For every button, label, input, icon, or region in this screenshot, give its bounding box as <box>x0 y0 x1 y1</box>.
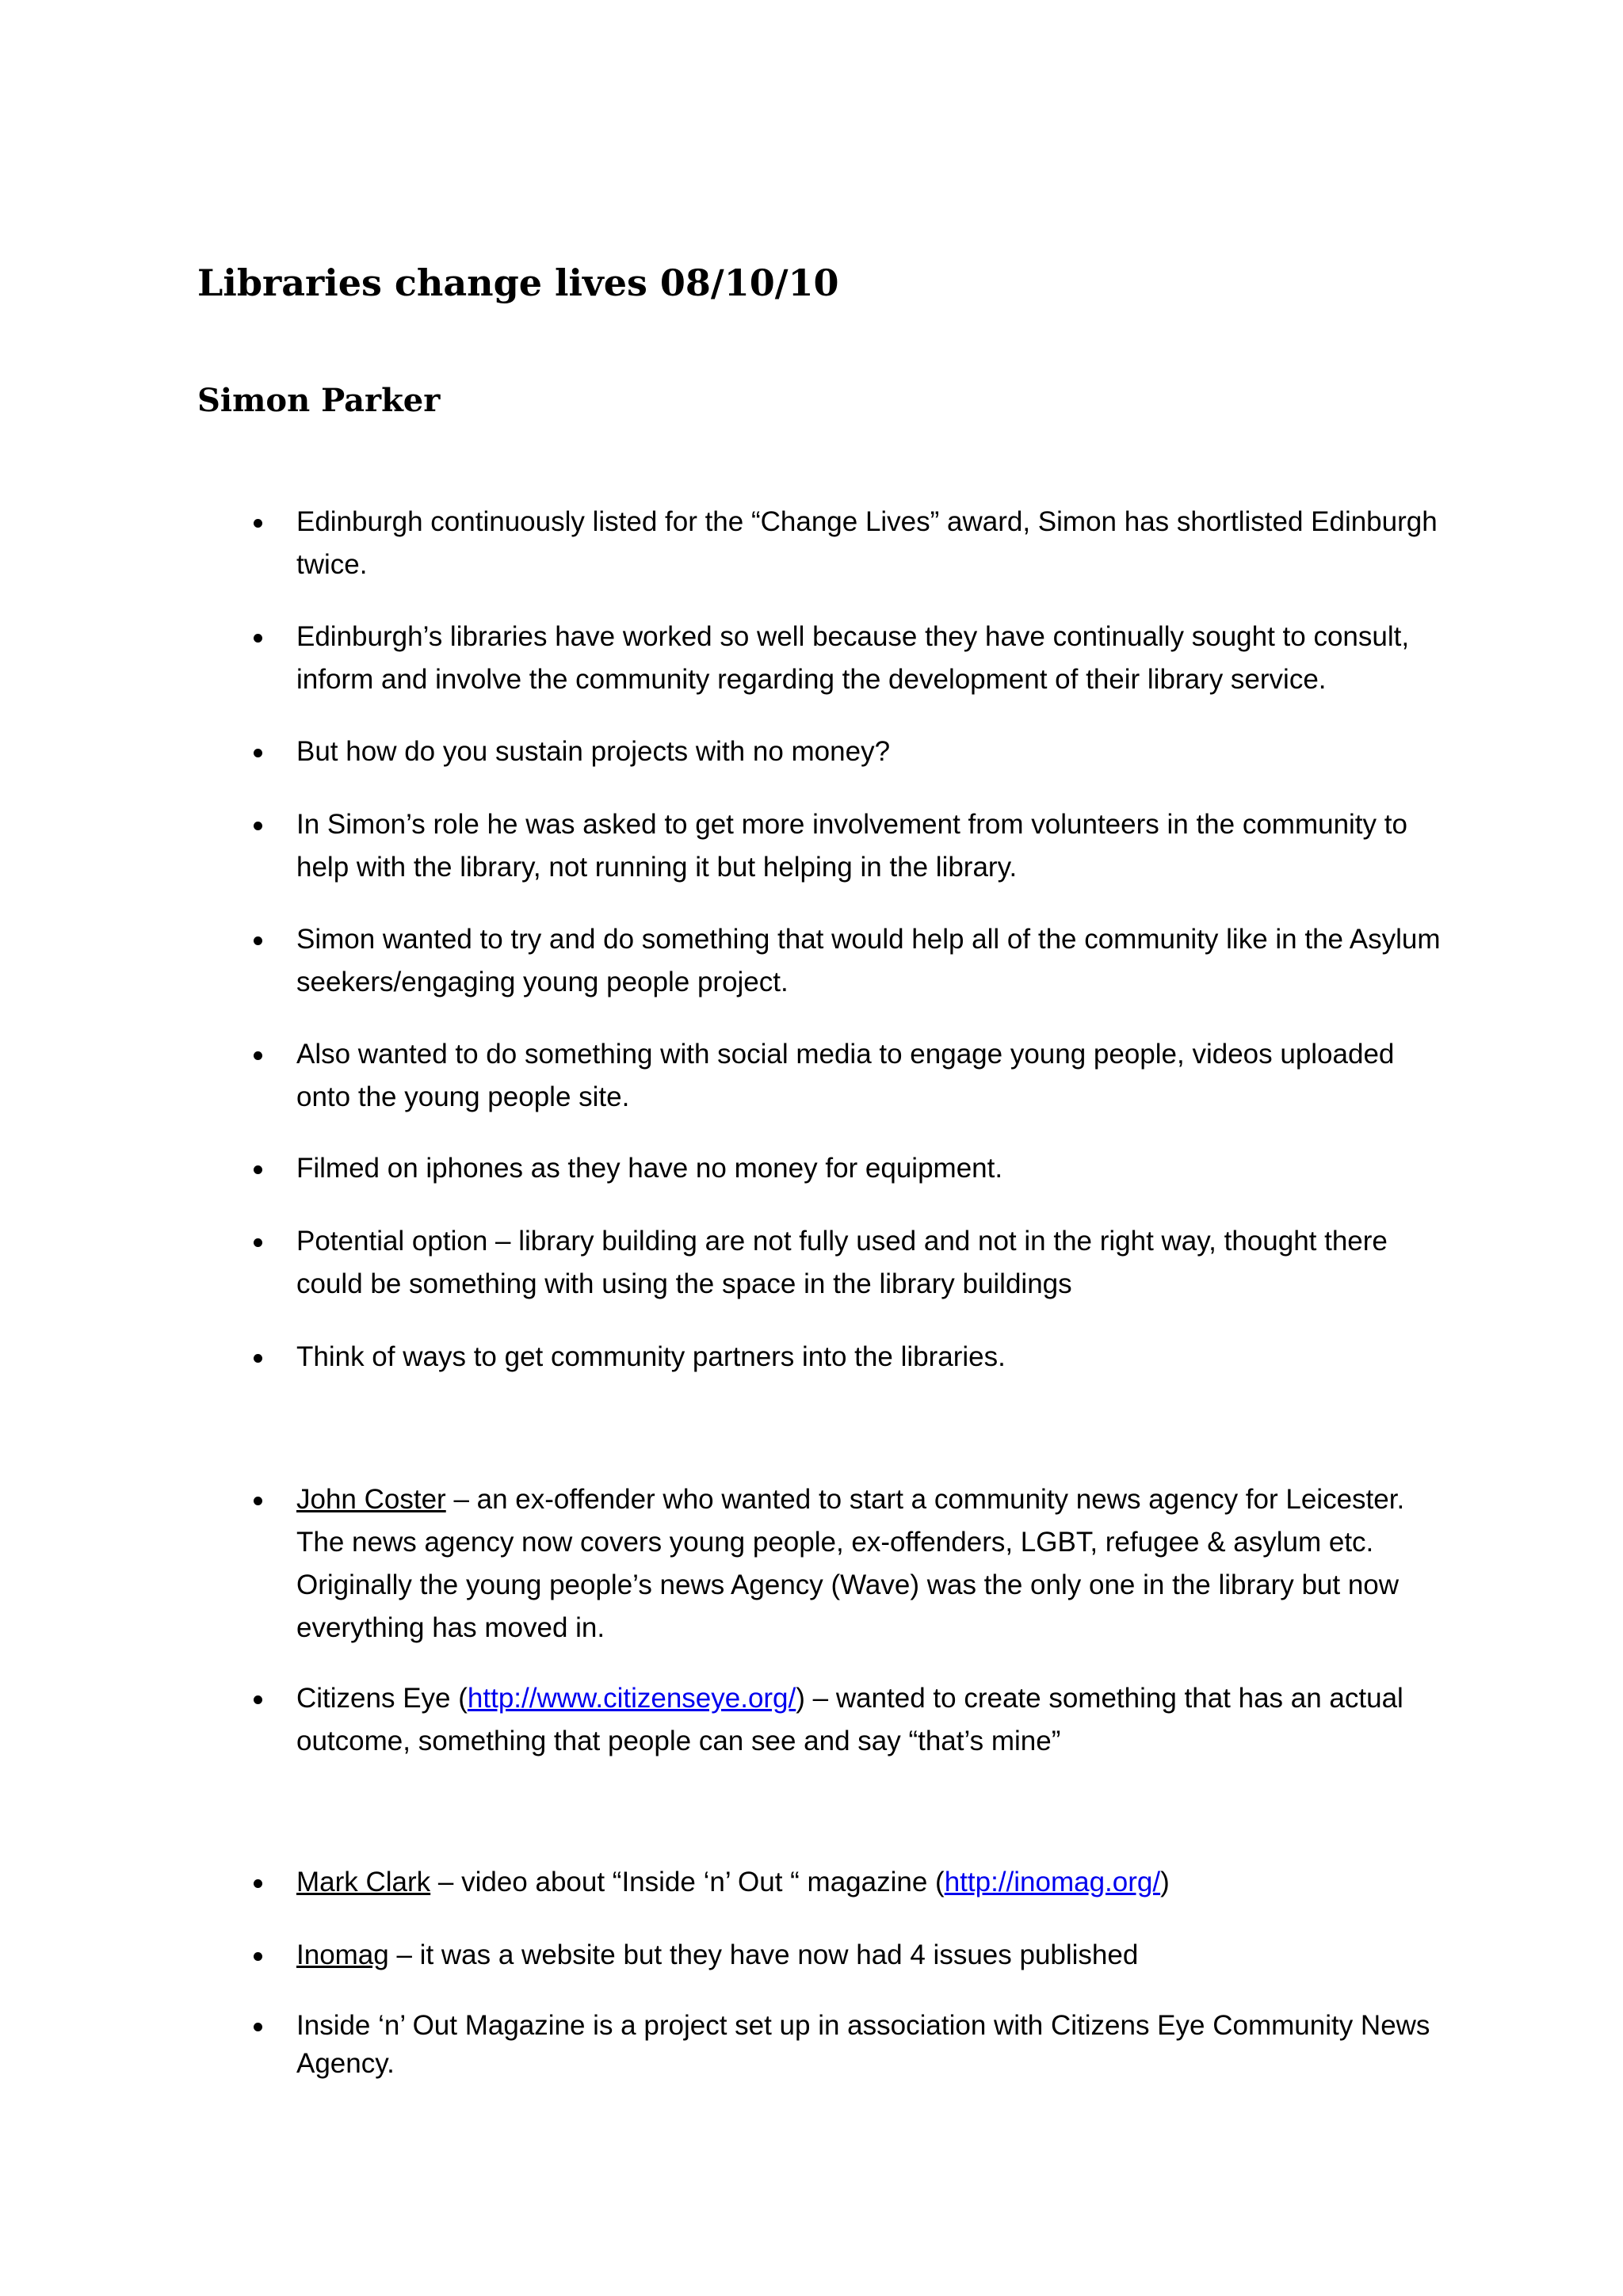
bullet-icon <box>254 936 262 945</box>
bullet-icon <box>254 1497 262 1505</box>
bullet-icon <box>254 749 262 757</box>
list-item: Edinburgh’s libraries have worked so well because they have continually sought to consult, inform and involve the community regarding the development of their library service. <box>296 616 1445 701</box>
bullet-icon <box>254 1238 262 1247</box>
list-item: But how do you sustain projects with no money? <box>296 730 1445 773</box>
bullet-icon <box>254 822 262 830</box>
list-item: Filmed on iphones as they have no money for equipment. <box>296 1147 1445 1190</box>
list-item-inomag: Inomag – it was a website but they have now had 4 issues published <box>296 1934 1445 1977</box>
list-item-citizens-eye: Citizens Eye (http://www.citizenseye.org/) – wanted to create something that has an actual outcome, something that people can see and say “that’s mine” <box>296 1677 1445 1763</box>
list-item: Also wanted to do something with social media to engage young people, videos uploaded onto the young people site. <box>296 1033 1445 1119</box>
citizenseye-link[interactable]: http://www.citizenseye.org/ <box>467 1683 796 1714</box>
inomag-link[interactable]: http://inomag.org/ <box>944 1867 1161 1897</box>
john-coster-name: John Coster <box>296 1484 446 1515</box>
mark-clark-name: Mark Clark <box>296 1867 431 1897</box>
document-title: Libraries change lives 08/10/10 <box>197 261 839 304</box>
list-item-inside-n-out: Inside ‘n’ Out Magazine is a project set up in association with Citizens Eye Community News Agency. <box>296 2007 1445 2083</box>
list-item-john-coster: John Coster – an ex-offender who wanted to start a community news agency for Leicester. The news agency now covers young people, ex-offenders, LGBT, refugee & asylum etc. Originally the young people’s news Agency (Wave) was the only one in the library but now everything has moved in. <box>296 1478 1445 1650</box>
list-item: Simon wanted to try and do something that would help all of the community like in the Asylum seekers/engaging young people project. <box>296 918 1445 1004</box>
list-item: In Simon’s role he was asked to get more involvement from volunteers in the community to help with the library, not running it but helping in the library. <box>296 803 1445 889</box>
bullet-icon <box>254 1354 262 1363</box>
bullet-icon <box>254 1165 262 1174</box>
list-item-mark-clark: Mark Clark – video about “Inside ‘n’ Out “ magazine (http://inomag.org/) <box>296 1861 1445 1904</box>
bullet-icon <box>254 1952 262 1961</box>
bullet-icon <box>254 1051 262 1060</box>
inomag-name: Inomag <box>296 1939 389 1970</box>
bullet-icon <box>254 2023 262 2031</box>
speaker-name: Simon Parker <box>197 382 441 419</box>
list-item: Potential option – library building are not fully used and not in the right way, thought there could be something with using the space in the library buildings <box>296 1220 1445 1306</box>
bullet-icon <box>254 519 262 528</box>
list-item: Edinburgh continuously listed for the “Change Lives” award, Simon has shortlisted Edinburgh twice. <box>296 501 1445 586</box>
bullet-icon <box>254 634 262 643</box>
list-item: Think of ways to get community partners into the libraries. <box>296 1336 1445 1379</box>
bullet-icon <box>254 1695 262 1704</box>
bullet-icon <box>254 1879 262 1888</box>
